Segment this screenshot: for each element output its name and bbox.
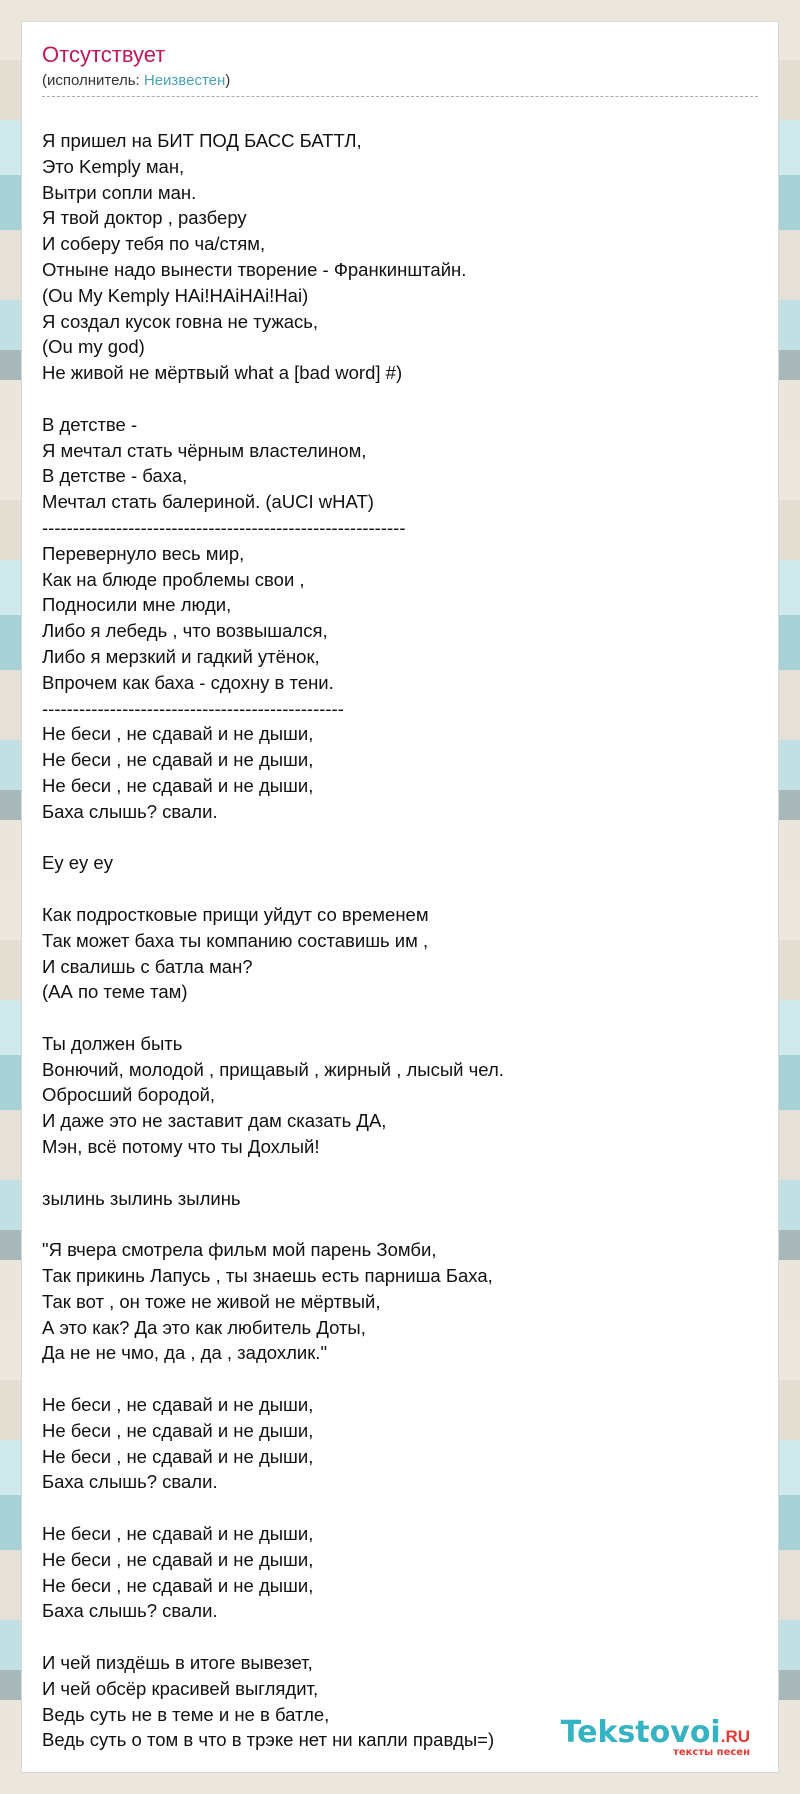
lyric-line: И свалишь с батла ман?	[42, 955, 253, 977]
lyric-line: Баха слышь? свали.	[42, 1471, 218, 1493]
lyric-line: И соберу тебя по ча/стям,	[42, 233, 266, 255]
lyric-line: Не беси , не сдавай и не дыши,	[42, 723, 314, 745]
lyric-line: Как подростковые прищи уйдут со временем	[42, 903, 429, 925]
lyric-line	[42, 386, 758, 412]
lyric-line: "Я вчера смотрела фильм мой парень Зомби,	[42, 1239, 437, 1261]
lyric-line: Ey ey ey	[42, 852, 113, 874]
site-logo[interactable]	[561, 1717, 750, 1758]
lyric-line: Отныне надо вынести творение - Франкинштайн.	[42, 258, 467, 280]
lyric-line: Подносили мне люди,	[42, 594, 232, 616]
lyric-line: Не беси , не сдавай и не дыши,	[42, 1445, 314, 1467]
lyric-line: Не беси , не сдавай и не дыши,	[42, 1574, 314, 1596]
lyric-line: Вонючий, молодой , прищавый , жирный , лысый чел.	[42, 1058, 504, 1080]
lyric-line	[42, 1160, 758, 1186]
lyrics-card	[22, 22, 778, 1772]
lyric-line: Не беси , не сдавай и не дыши,	[42, 1548, 314, 1570]
lyric-line: Либо я мерзкий и гадкий утёнок,	[42, 645, 320, 667]
song-header	[42, 42, 758, 97]
lyric-line	[42, 1366, 758, 1392]
performer-line	[42, 72, 758, 90]
lyric-line: И чей обсёр красивей выглядит,	[42, 1677, 319, 1699]
lyric-line: Не беси , не сдавай и не дыши,	[42, 1523, 314, 1545]
logo-subtitle: тексты песен	[673, 1747, 750, 1758]
lyric-line: Так прикинь Лапусь , ты знаешь есть парниша Баха,	[42, 1265, 493, 1287]
lyric-line: Ведь суть не в теме и не в батле,	[42, 1703, 330, 1725]
lyric-line: Я твой доктор , разберу	[42, 207, 247, 229]
lyric-line: Мечтал стать балериной. (aUCI wHAT)	[42, 491, 374, 513]
lyric-line: Обросший бородой,	[42, 1084, 216, 1106]
lyric-line: Не беси , не сдавай и не дыши,	[42, 774, 314, 796]
logo-main-text: Tekstovoi	[560, 1715, 721, 1750]
lyric-line: И чей пиздёшь в итоге вывезет,	[42, 1652, 313, 1674]
lyric-line: -----------------------------------------------------------	[42, 516, 406, 538]
lyric-line	[42, 876, 758, 902]
lyric-line: Я создал кусок говна не тужась,	[42, 310, 319, 332]
lyric-line: зылинь зылинь зылинь	[42, 1187, 241, 1209]
lyric-line: Не беси , не сдавай и не дыши,	[42, 1394, 314, 1416]
performer-suffix: )	[225, 72, 231, 89]
song-title: Отсутствует	[42, 42, 166, 67]
lyric-line: Не беси , не сдавай и не дыши,	[42, 749, 314, 771]
lyric-line: -------------------------------------------------	[42, 697, 344, 719]
lyric-line: Перевернуло весь мир,	[42, 542, 245, 564]
lyric-line: Это Kemply ман,	[42, 155, 185, 177]
lyric-line: И даже это не заставит дам сказать ДА,	[42, 1110, 387, 1132]
lyric-line: Ведь суть о том в что в трэке нет ни капли правды=)	[42, 1729, 495, 1751]
performer-link[interactable]: Неизвестен	[143, 72, 226, 89]
lyric-line: Баха слышь? свали.	[42, 1600, 218, 1622]
lyric-line: Вытри сопли ман.	[42, 181, 197, 203]
lyric-line: Ты должен быть	[42, 1032, 183, 1054]
lyric-line: В детстве -	[42, 413, 138, 435]
lyric-line: Не беси , не сдавай и не дыши,	[42, 1419, 314, 1441]
lyric-line	[42, 1211, 758, 1237]
lyric-line: Я пришел на БИТ ПОД БАСС БАТТЛ,	[42, 130, 362, 151]
logo-tld: .RU	[720, 1727, 750, 1746]
lyric-line: Впрочем как баха - сдохну в тени.	[42, 671, 334, 693]
lyric-line: Как на блюде проблемы свои ,	[42, 568, 305, 590]
lyric-line: Так может баха ты компанию составишь им ,	[42, 929, 429, 951]
lyric-line	[42, 825, 758, 851]
lyric-line: Не живой не мёртвый what a [bad word] #)	[42, 362, 403, 384]
performer-prefix: (исполнитель:	[42, 72, 144, 89]
lyric-line: Баха слышь? свали.	[42, 800, 218, 822]
lyric-line	[42, 1624, 758, 1650]
lyric-line: Да не не чмо, да , да , задохлик."	[42, 1342, 328, 1364]
lyric-line: А это как? Да это как любитель Доты,	[42, 1316, 366, 1338]
lyric-line: (АА по теме там)	[42, 981, 188, 1003]
lyric-line: Так вот , он тоже не живой не мёртвый,	[42, 1290, 381, 1312]
lyric-line	[42, 1495, 758, 1521]
lyric-line: Мэн, всё потому что ты Дохлый!	[42, 1136, 320, 1158]
lyric-line: Либо я лебедь , что возвышался,	[42, 620, 328, 642]
lyric-line	[42, 1005, 758, 1031]
lyric-line: (Ou my god)	[42, 336, 145, 358]
lyric-line: (Ou My Kemply HAi!HAiHAi!Hai)	[42, 284, 309, 306]
header-divider	[42, 96, 758, 97]
lyric-line: В детстве - баха,	[42, 465, 188, 487]
lyrics-text	[42, 128, 758, 1753]
lyric-line: Я мечтал стать чёрным властелином,	[42, 439, 367, 461]
